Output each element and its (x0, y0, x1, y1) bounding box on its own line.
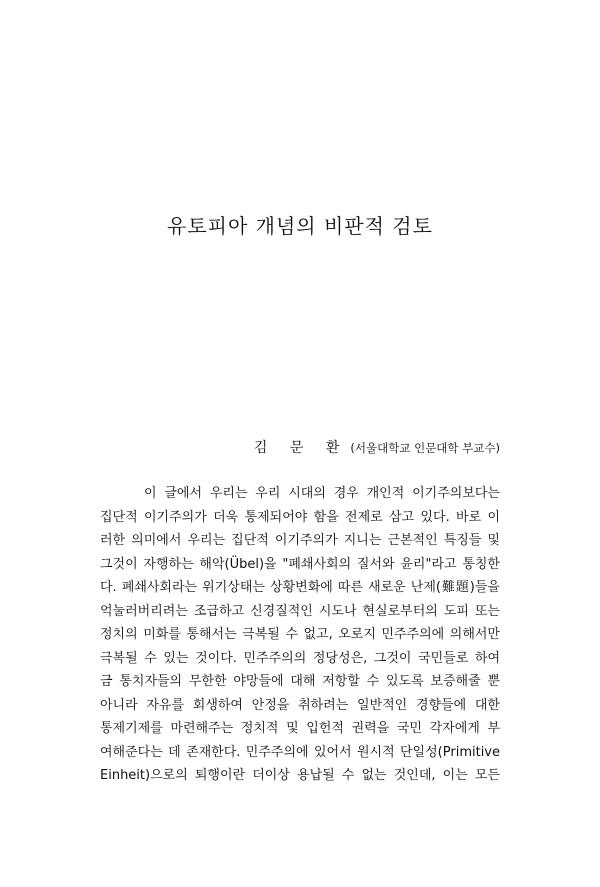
text-line: 아니라 자유를 회생하여 안정을 취하려는 일반적인 경향들에 대한 (100, 697, 500, 713)
text-line: Einheit)으로의 퇴행이란 더이상 용납될 수 없는 것인데, 이는 모든 (100, 768, 500, 783)
text-line: 여해준다는 데 존재한다. 민주주의에 있어서 원시적 단일성(Primitive (100, 744, 500, 760)
text-line: 그것이 자행하는 해악(Übel)을 "폐쇄사회의 질서와 윤리"라고 통칭한 (100, 556, 500, 572)
author-affiliation: (서울대학교 인문대학 부교수) (350, 441, 500, 455)
text-line: 러한 의미에서 우리는 집단적 이기주의가 지니는 근본적인 특징들 및 (100, 533, 500, 548)
text-line: 극복될 수 있는 것이다. 민주주의의 정당성은, 그것이 국민들로 하여 (100, 650, 500, 666)
text-line: 통제기제를 마련해주는 정치적 및 입헌적 권력을 국민 각자에게 부 (100, 721, 500, 736)
text-line: 금 통치자들의 무한한 야망들에 대해 저항할 수 있도록 보증해줄 뿐 (100, 674, 500, 689)
text-line: 이 글에서 우리는 우리 시대의 경우 개인적 이기주의보다는 (144, 486, 500, 501)
paper-title: 유토피아 개념의 비판적 검토 (167, 214, 433, 238)
text-line: 억눌러버리려는 조급하고 신경질적인 시도나 현실로부터의 도피 또는 (100, 603, 500, 619)
text-line: 다. 폐쇄사회라는 위기상태는 상황변화에 따른 새로운 난제(難題)들을 (100, 580, 500, 595)
text-line: 집단적 이기주의가 더욱 통제되어야 함을 전제로 삼고 있다. 바로 이 (100, 509, 500, 525)
byline (254, 437, 500, 457)
author-name: 김 문 환 (253, 440, 349, 456)
body-paragraph (100, 482, 500, 788)
text-line: 정치의 미화를 통해서는 극복될 수 없고, 오로지 민주주의에 의해서만 (100, 627, 500, 642)
